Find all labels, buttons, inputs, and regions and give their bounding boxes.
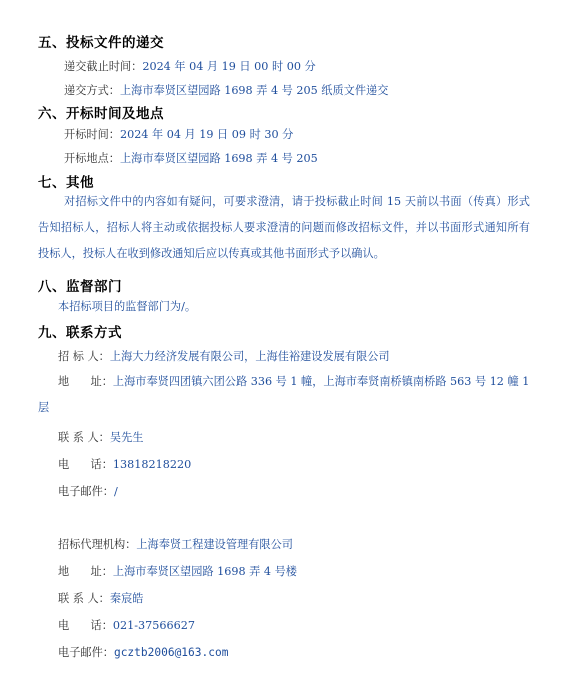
section-heading-supervision: 八、监督部门 (38, 279, 122, 295)
agency-phone-label: 电 话： (58, 619, 113, 632)
agency-phone-value: 021-37566627 (112, 619, 195, 632)
opening-place-line (64, 150, 318, 166)
agency-address-line (58, 563, 297, 579)
submission-deadline-value: 2024 年 04 月 19 日 00 时 00 分 (142, 60, 316, 73)
tenderer-phone-label: 电 话： (58, 458, 113, 471)
submission-method-line (64, 82, 388, 98)
tenderer-email-value: / (113, 485, 118, 498)
section-heading-submission: 五、投标文件的递交 (38, 35, 164, 51)
section-heading-contact: 九、联系方式 (38, 325, 122, 341)
agency-email-line (58, 644, 228, 660)
tenderer-contact-value: 吴先生 (109, 431, 144, 444)
section-heading-other: 七、其他 (38, 175, 94, 191)
submission-method-value: 上海市奉贤区望园路 1698 弄 4 号 205 纸质文件递交 (119, 84, 389, 97)
opening-place-label: 开标地点： (64, 152, 120, 165)
tenderer-name-line (58, 348, 390, 364)
tenderer-contact-label: 联 系 人： (58, 431, 110, 444)
submission-method-label: 递交方式： (64, 84, 120, 97)
submission-deadline-label: 递交截止时间： (64, 60, 143, 73)
tenderer-name-value: 上海大力经济发展有限公司，上海佳裕建设发展有限公司 (109, 350, 390, 363)
agency-name-line (58, 536, 293, 552)
tenderer-address-value: 上海市奉贤四团镇六团公路 336 号 1 幢，上海市奉贤南桥镇南桥路 563 号 12 幢 1 层 (38, 375, 530, 414)
agency-contact-line (58, 590, 143, 606)
opening-time-line (64, 126, 293, 142)
submission-deadline-line (64, 58, 316, 74)
agency-email-label: 电子邮件： (58, 646, 114, 659)
tenderer-phone-value: 13818218220 (112, 458, 192, 471)
opening-time-label: 开标时间： (64, 128, 120, 141)
agency-phone-line (58, 617, 195, 633)
agency-address-label: 地 址： (58, 565, 113, 578)
agency-email-value: gcztb2006@163.com (113, 646, 229, 659)
tenderer-address-label: 地 址： (58, 375, 113, 388)
agency-name-value: 上海奉贤工程建设管理有限公司 (136, 538, 293, 551)
tenderer-address-block (38, 369, 530, 421)
agency-address-value: 上海市奉贤区望园路 1698 弄 4 号楼 (112, 565, 297, 578)
other-paragraph: 对招标文件中的内容如有疑问，可要求澄清，请于投标截止时间 15 天前以书面（传真）形式告知招标人，招标人将主动或依据投标人要求澄清的问题而修改招标文件，并以书面形式通知所有投标人，投标人在收到修改通知后应以传真或其他书面形式予以确认。 (38, 195, 530, 260)
agency-name-label: 招标代理机构： (58, 538, 137, 551)
section-heading-bid-opening: 六、开标时间及地点 (38, 106, 164, 122)
tenderer-email-label: 电子邮件： (58, 485, 114, 498)
supervision-text: 本招标项目的监督部门为/。 (58, 300, 197, 313)
agency-contact-value: 秦宸皓 (109, 592, 144, 605)
tenderer-email-line (58, 483, 118, 499)
opening-place-value: 上海市奉贤区望园路 1698 弄 4 号 205 (119, 152, 318, 165)
tenderer-phone-line (58, 456, 191, 472)
opening-time-value: 2024 年 04 月 19 日 09 时 30 分 (119, 128, 294, 141)
tenderer-contact-line (58, 429, 143, 445)
tenderer-name-label: 招 标 人： (58, 350, 110, 363)
agency-contact-label: 联 系 人： (58, 592, 110, 605)
